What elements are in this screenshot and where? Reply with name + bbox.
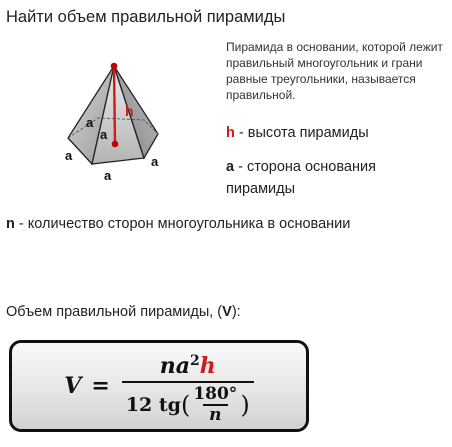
legend-symbol-h: h [226,125,235,141]
pyramid-height-line [114,66,115,144]
formula-angle: 180° [193,383,238,404]
formula-lhs: V [64,373,82,399]
formula-denominator [122,381,254,425]
legend-text-a: - сторона основания пирамиды [226,159,376,197]
legend-sides-count [6,214,350,234]
side-label: a [104,168,112,183]
legend-height [226,122,369,144]
formula-fraction [122,348,254,425]
pyramid-diagram [58,58,170,184]
page-title: Найти объем правильной пирамиды [6,8,286,26]
formula-den-prefix: 12 tg [125,393,181,416]
pyramid-base-center-dot [112,141,119,148]
formula-close-paren: ) [240,390,250,419]
legend-symbol-n: n [6,216,15,232]
formula-na: na [159,352,190,379]
volume-label-suffix: ): [231,304,241,320]
formula-equals: = [91,373,110,399]
formula-angle-fraction [191,385,239,425]
height-label: h [125,103,134,119]
formula-box [9,340,309,432]
legend-text-n: - количество сторон многоугольника в основании [14,216,351,232]
side-label: a [151,154,159,169]
volume-label-prefix: Объем правильной пирамиды, ( [6,304,223,320]
legend-text-h: - высота пирамиды [234,125,369,141]
side-label: a [65,148,73,163]
formula-open-paren: ( [180,390,191,419]
volume-label [6,304,241,320]
legend-side [226,156,448,200]
formula-exponent: 2 [190,352,200,369]
formula-numerator [154,348,222,381]
definition-text: Пирамида в основании, которой лежит правильный многоугольник и грани равные треугольники, называется правильной. [226,40,443,102]
volume-symbol: V [222,304,232,320]
formula-angle-den: n [203,404,227,425]
side-label: a [86,115,94,130]
pyramid-apex-dot [111,63,118,70]
side-label: a [100,127,108,142]
formula-h: h [199,352,216,379]
legend-symbol-a: a [226,159,235,175]
volume-formula [12,343,306,429]
